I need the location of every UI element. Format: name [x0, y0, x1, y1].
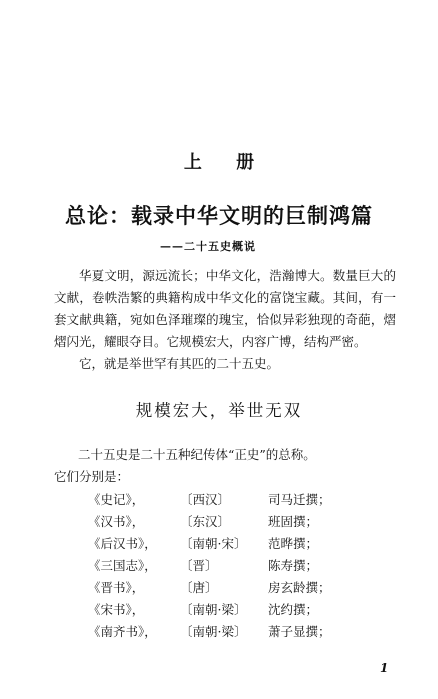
- history-entry: [88, 534, 318, 554]
- volume-title: 上 册: [183, 152, 269, 173]
- chapter-title: 总论：载录中华文明的巨制鸿篇: [65, 203, 373, 228]
- history-entry: [88, 556, 318, 576]
- history-entry: [88, 578, 331, 598]
- book-name: 《宋书》，: [88, 602, 145, 617]
- author: 陈寿撰；: [268, 558, 319, 573]
- history-entry: [88, 490, 331, 510]
- book-name: 《晋书》，: [88, 580, 145, 595]
- author: 班固撰；: [268, 514, 319, 529]
- book-name: 《史记》，: [88, 492, 145, 507]
- chapter-subtitle: ——二十五史概说: [160, 240, 256, 253]
- dynasty: 〔晋〕: [180, 558, 218, 573]
- author: 房玄龄撰；: [268, 580, 331, 595]
- history-entry: [88, 512, 318, 532]
- history-entry: [88, 600, 318, 620]
- author: 范晔撰；: [268, 536, 319, 551]
- dynasty: 〔南朝·梁〕: [180, 624, 247, 639]
- author: 沈约撰；: [268, 602, 319, 617]
- dynasty: 〔唐〕: [180, 580, 218, 595]
- section-heading: 规模宏大，举世无双: [135, 401, 303, 420]
- dynasty: 〔东汉〕: [180, 514, 231, 529]
- section-intro-line: 二十五史是二十五种纪传体“正史”的总称。: [78, 447, 316, 462]
- intro-paragraph-short: 它，就是举世罕有其匹的二十五史。: [79, 356, 280, 371]
- author: 司马迁撰；: [268, 492, 331, 507]
- dynasty: 〔西汉〕: [180, 492, 231, 507]
- history-entry: [88, 622, 331, 642]
- section-intro-line-2: 它们分别是：: [54, 469, 130, 484]
- intro-paragraph: 华夏文明，源远流长；中华文化，浩瀚博大。数量巨大的文献，卷帙浩繁的典籍构成中华文化的富饶宝藏。其间，有一套文献典籍，宛如色泽璀璨的瑰宝，恰似异彩独现的奇葩，熠熠闪光，耀眼夺目。它规模宏大，内容广博，结构严密。: [54, 268, 396, 349]
- book-name: 《后汉书》，: [88, 536, 157, 551]
- book-name: 《三国志》，: [88, 558, 157, 573]
- book-name: 《汉书》，: [88, 514, 145, 529]
- dynasty: 〔南朝·梁〕: [180, 602, 247, 617]
- book-name: 《南齐书》，: [88, 624, 157, 639]
- page-number: 1: [380, 661, 389, 675]
- dynasty: 〔南朝·宋〕: [180, 536, 247, 551]
- author: 萧子显撰；: [268, 624, 331, 639]
